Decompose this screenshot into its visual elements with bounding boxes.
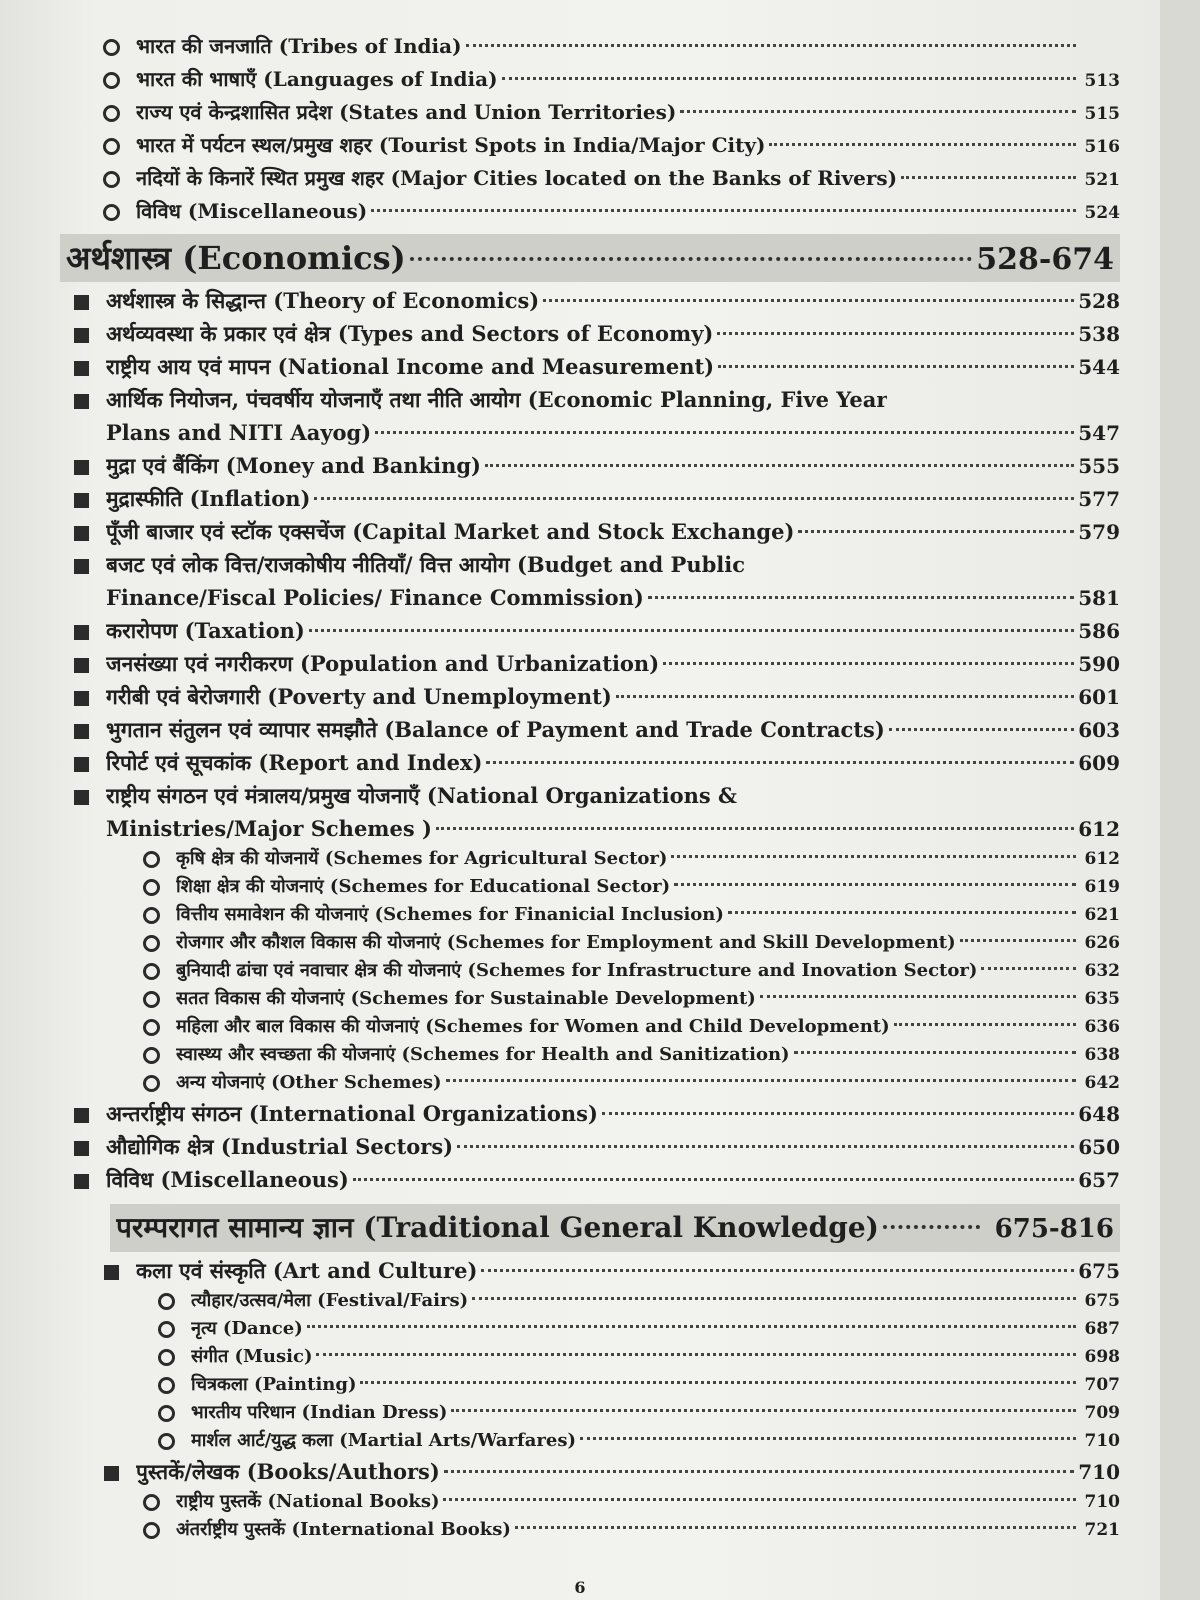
toc-subitem (60, 929, 1120, 957)
circle-bullet-icon (155, 1343, 177, 1371)
toc-page-number: 513 (1084, 71, 1120, 91)
toc-page-number: 515 (1084, 104, 1120, 124)
toc-page-number: 710 (1084, 1431, 1120, 1451)
toc-subitem (60, 1041, 1120, 1069)
dot-leader (502, 77, 1076, 80)
toc-subitem-title: नृत्य (Dance) (191, 1318, 303, 1339)
toc-page-number: 638 (1084, 1045, 1120, 1065)
toc-subitem (60, 129, 1120, 162)
toc-item-title: मुद्रास्फीति (Inflation) (106, 486, 311, 511)
toc-page-number: 687 (1084, 1319, 1120, 1339)
square-bullet-icon (70, 746, 92, 779)
toc-item-title: अर्थव्यवस्था के प्रकार एवं क्षेत्र (Types and Sectors of Economy) (106, 321, 714, 346)
toc-subitem (60, 957, 1120, 985)
circle-bullet-icon (140, 845, 162, 873)
toc-subitem-title: कृषि क्षेत्र की योजनायें (Schemes for Agricultural Sector) (176, 848, 668, 869)
toc-item (60, 515, 1120, 548)
toc-subitem-title: अन्य योजनाएं (Other Schemes) (176, 1072, 442, 1093)
toc-page-number: 603 (1078, 718, 1120, 742)
toc-page-number: 528 (1078, 289, 1120, 313)
circle-bullet-icon (140, 985, 162, 1013)
circle-bullet-icon (155, 1371, 177, 1399)
circle-bullet-icon (140, 1516, 162, 1544)
toc-page-number: 636 (1084, 1017, 1120, 1037)
dot-leader (410, 257, 972, 261)
dot-leader (444, 1470, 1074, 1473)
toc-page-number: 642 (1084, 1073, 1120, 1093)
dot-leader (883, 1225, 980, 1229)
toc-page-number: 577 (1078, 487, 1120, 511)
toc-subitem-title: सतत विकास की योजनाएं (Schemes for Sustainable Development) (176, 988, 756, 1009)
toc-subitem-title: वित्तीय समावेशन की योजनाएं (Schemes for Finanicial Inclusion) (176, 904, 724, 925)
toc-subitem (60, 1516, 1120, 1544)
toc-subitem-title: भारतीय परिधान (Indian Dress) (191, 1402, 448, 1423)
dot-leader (481, 1269, 1074, 1272)
toc-page-number: 710 (1078, 1460, 1120, 1484)
circle-bullet-icon (155, 1427, 177, 1455)
toc-item (60, 1163, 1120, 1196)
dot-leader (307, 1325, 1076, 1328)
toc-subitem-title: चित्रकला (Painting) (191, 1374, 357, 1395)
toc-page-number: 635 (1084, 989, 1120, 1009)
toc-item (60, 548, 1120, 581)
section-title: अर्थशास्त्र (Economics) (66, 239, 406, 277)
circle-bullet-icon (140, 1488, 162, 1516)
circle-bullet-icon (100, 30, 122, 63)
circle-bullet-icon (140, 1069, 162, 1097)
toc-subitem (60, 195, 1120, 228)
toc-item-title: राष्ट्रीय आय एवं मापन (National Income and Measurement) (106, 354, 715, 379)
toc-item (60, 746, 1120, 779)
toc-item (60, 482, 1120, 515)
square-bullet-icon (70, 713, 92, 746)
toc-page-number: 710 (1084, 1492, 1120, 1512)
toc-page-number: 619 (1084, 877, 1120, 897)
toc-page-number: 612 (1078, 817, 1120, 841)
dot-leader (515, 1526, 1076, 1529)
toc-page-number: 657 (1078, 1168, 1120, 1192)
toc-subitem (60, 1013, 1120, 1041)
toc-item-title: कला एवं संस्कृति (Art and Culture) (136, 1258, 478, 1283)
circle-bullet-icon (140, 929, 162, 957)
toc-item-title: गरीबी एवं बेरोजगारी (Poverty and Unemployment) (106, 684, 612, 709)
dot-leader (314, 497, 1074, 500)
toc-item-title: Finance/Fiscal Policies/ Finance Commission) (106, 585, 644, 610)
toc-item (60, 1130, 1120, 1163)
dot-leader (901, 176, 1076, 179)
dot-leader (728, 911, 1076, 914)
toc-page-number: 626 (1084, 933, 1120, 953)
toc-item (60, 383, 1120, 416)
dot-leader (769, 143, 1076, 146)
toc-subitem-title: राज्य एवं केन्द्रशासित प्रदेश (States and Union Territories) (136, 100, 677, 124)
dot-leader (451, 1409, 1076, 1412)
section-page-range: 528-674 (976, 242, 1114, 277)
square-bullet-icon (70, 1130, 92, 1163)
toc-page-number: 721 (1084, 1520, 1120, 1540)
square-bullet-icon (70, 482, 92, 515)
toc-item-title: भुगतान संतुलन एवं व्यापार समझौते (Balance of Payment and Trade Contracts) (106, 717, 885, 742)
toc-page-number: 524 (1084, 203, 1120, 223)
dot-leader (543, 299, 1074, 302)
square-bullet-icon (70, 1097, 92, 1130)
circle-bullet-icon (140, 1041, 162, 1069)
toc-subitem-title: मार्शल आर्ट/युद्ध कला (Martial Arts/Warfares) (191, 1430, 576, 1451)
toc-subitem (60, 63, 1120, 96)
toc-item (60, 713, 1120, 746)
dot-leader (466, 44, 1076, 47)
dot-leader (353, 1178, 1074, 1181)
toc-page-number: 516 (1084, 137, 1120, 157)
toc-subitem (60, 1343, 1120, 1371)
toc-subitem (60, 901, 1120, 929)
toc-page-number: 698 (1084, 1347, 1120, 1367)
square-bullet-icon (70, 449, 92, 482)
toc-page-number: 675 (1084, 1291, 1120, 1311)
toc-subitem (60, 845, 1120, 873)
section-page-range: 675-816 (994, 1214, 1114, 1244)
dot-leader (472, 1297, 1076, 1300)
dot-leader (485, 464, 1074, 467)
circle-bullet-icon (155, 1315, 177, 1343)
toc-subitem (60, 985, 1120, 1013)
dot-leader (580, 1437, 1076, 1440)
toc-subitem-title: महिला और बाल विकास की योजनाएं (Schemes for Women and Child Development) (176, 1016, 890, 1037)
toc-page-number: 555 (1078, 454, 1120, 478)
square-bullet-icon (70, 647, 92, 680)
toc-subitem (60, 1371, 1120, 1399)
toc-subitem-title: त्यौहार/उत्सव/मेला (Festival/Fairs) (191, 1290, 469, 1311)
dot-leader (760, 995, 1076, 998)
toc-item (60, 350, 1120, 383)
dot-leader (360, 1381, 1076, 1384)
toc-item-title: औद्योगिक क्षेत्र (Industrial Sectors) (106, 1134, 454, 1159)
toc-item-title: बजट एवं लोक वित्त/राजकोषीय नीतियाँ/ वित्त आयोग (Budget and Public (106, 552, 746, 577)
toc-item-title: अर्थशास्त्र के सिद्धान्त (Theory of Economics) (106, 288, 540, 313)
square-bullet-icon (70, 680, 92, 713)
toc-item (60, 1455, 1120, 1488)
toc-item-title: Plans and NITI Aayog) (106, 420, 372, 445)
circle-bullet-icon (100, 162, 122, 195)
circle-bullet-icon (100, 129, 122, 162)
toc-subitem (60, 1399, 1120, 1427)
toc-page-number: 581 (1078, 586, 1120, 610)
toc-subitem-title: भारत की जनजाति (Tribes of India) (136, 34, 462, 58)
square-bullet-icon (70, 548, 92, 581)
toc-page-number: 612 (1084, 849, 1120, 869)
dot-leader (486, 761, 1074, 764)
square-bullet-icon (70, 779, 92, 812)
toc-page-number: 538 (1078, 322, 1120, 346)
toc-subitem (60, 1287, 1120, 1315)
toc-item (60, 779, 1120, 812)
toc-subitem (60, 1488, 1120, 1516)
toc-subitem (60, 873, 1120, 901)
dot-leader (674, 883, 1076, 886)
dot-leader (648, 596, 1074, 599)
toc-item (60, 647, 1120, 680)
toc-subitem-title: बुनियादी ढांचा एवं नवाचार क्षेत्र की योजनाएं (Schemes for Infrastructure and Inovation Sector) (176, 960, 978, 981)
dot-leader (671, 855, 1076, 858)
toc-subitem (60, 1427, 1120, 1455)
toc-item-title: पुस्तकें/लेखक (Books/Authors) (136, 1459, 440, 1484)
toc-subitem (60, 162, 1120, 195)
circle-bullet-icon (140, 957, 162, 985)
dot-leader (794, 1051, 1076, 1054)
toc-page-number: 709 (1084, 1403, 1120, 1423)
toc-page-number: 632 (1084, 961, 1120, 981)
dot-leader (309, 629, 1074, 632)
toc-item (60, 1254, 1120, 1287)
toc-subitem-title: भारत की भाषाएँ (Languages of India) (136, 67, 498, 91)
dot-leader (889, 728, 1074, 731)
toc-page-number: 586 (1078, 619, 1120, 643)
toc-page-number: 544 (1078, 355, 1120, 379)
square-bullet-icon (70, 284, 92, 317)
toc-page-number: 579 (1078, 520, 1120, 544)
toc-item (60, 284, 1120, 317)
circle-bullet-icon (155, 1287, 177, 1315)
dot-leader (371, 209, 1076, 212)
square-bullet-icon (70, 383, 92, 416)
dot-leader (663, 662, 1074, 665)
toc-page-number: 648 (1078, 1102, 1120, 1126)
square-bullet-icon (70, 614, 92, 647)
toc-subitem (60, 96, 1120, 129)
toc-subitem (60, 1315, 1120, 1343)
dot-leader (798, 530, 1074, 533)
toc-page-number: 621 (1084, 905, 1120, 925)
toc-subitem (60, 30, 1120, 63)
dot-leader (446, 1079, 1076, 1082)
toc-item (60, 614, 1120, 647)
dot-leader (436, 827, 1074, 830)
toc-subitem-title: संगीत (Music) (191, 1346, 313, 1367)
toc-subitem-title: राष्ट्रीय पुस्तकें (National Books) (176, 1491, 440, 1512)
dot-leader (680, 110, 1076, 113)
toc-item-continuation (60, 812, 1120, 845)
circle-bullet-icon (100, 63, 122, 96)
toc-subitem-title: शिक्षा क्षेत्र की योजनाएं (Schemes for Educational Sector) (176, 876, 671, 897)
toc-item (60, 449, 1120, 482)
dot-leader (443, 1498, 1076, 1501)
toc-item-title: मुद्रा एवं बैंकिंग (Money and Banking) (106, 453, 481, 478)
toc-item-title: जनसंख्या एवं नगरीकरण (Population and Urbanization) (106, 651, 660, 676)
toc-item-title: अन्तर्राष्ट्रीय संगठन (International Organizations) (106, 1101, 598, 1126)
toc-subitem-title: विविध (Miscellaneous) (136, 199, 368, 223)
circle-bullet-icon (140, 873, 162, 901)
toc-item-title: रिपोर्ट एवं सूचकांक (Report and Index) (106, 750, 483, 775)
page-footer-number: 6 (574, 1578, 586, 1597)
toc-item (60, 1097, 1120, 1130)
toc-subitem-title: स्वास्थ्य और स्वच्छता की योजनाएं (Schemes for Health and Sanitization) (176, 1044, 790, 1065)
section-heading-traditional-gk (110, 1204, 1120, 1252)
circle-bullet-icon (100, 195, 122, 228)
section-heading-economics (60, 234, 1120, 282)
dot-leader (375, 431, 1074, 434)
square-bullet-icon (100, 1254, 122, 1287)
dot-leader (718, 365, 1074, 368)
toc-page-number: 707 (1084, 1375, 1120, 1395)
dot-leader (316, 1353, 1076, 1356)
toc-page-number: 601 (1078, 685, 1120, 709)
dot-leader (602, 1112, 1074, 1115)
toc-subitem-title: अंतर्राष्ट्रीय पुस्तकें (International Books) (176, 1519, 511, 1540)
toc-item (60, 680, 1120, 713)
toc-item-title: पूँजी बाजार एवं स्टॉक एक्सचेंज (Capital Market and Stock Exchange) (106, 519, 795, 544)
toc-subitem-title: नदियों के किनारें स्थित प्रमुख शहर (Major Cities located on the Banks of Rivers) (136, 166, 898, 190)
dot-leader (960, 939, 1076, 942)
dot-leader (717, 332, 1074, 335)
toc-item-continuation (60, 416, 1120, 449)
toc-page-number: 590 (1078, 652, 1120, 676)
toc-item-title: विविध (Miscellaneous) (106, 1167, 349, 1192)
toc-subitem-title: भारत में पर्यटन स्थल/प्रमुख शहर (Tourist Spots in India/Major City) (136, 133, 766, 157)
circle-bullet-icon (140, 901, 162, 929)
toc-page-number: 547 (1078, 421, 1120, 445)
toc-subitem-title: रोजगार और कौशल विकास की योजनाएं (Schemes for Employment and Skill Development) (176, 932, 956, 953)
circle-bullet-icon (155, 1399, 177, 1427)
dot-leader (894, 1023, 1076, 1026)
dot-leader (457, 1145, 1074, 1148)
toc-subitem (60, 1069, 1120, 1097)
toc-item-title: आर्थिक नियोजन, पंचवर्षीय योजनाएँ तथा नीति आयोग (Economic Planning, Five Year (106, 387, 888, 412)
circle-bullet-icon (140, 1013, 162, 1041)
toc-item-title: Ministries/Major Schemes ) (106, 816, 432, 841)
square-bullet-icon (70, 1163, 92, 1196)
toc-page-number: 609 (1078, 751, 1120, 775)
square-bullet-icon (100, 1455, 122, 1488)
toc-page-number: 521 (1084, 170, 1120, 190)
circle-bullet-icon (100, 96, 122, 129)
toc-item-continuation (60, 581, 1120, 614)
dot-leader (981, 967, 1076, 970)
toc-item-title: करारोपण (Taxation) (106, 618, 305, 643)
square-bullet-icon (70, 515, 92, 548)
dot-leader (616, 695, 1074, 698)
toc-page-number: 650 (1078, 1135, 1120, 1159)
toc-item (60, 317, 1120, 350)
toc-page-number: 675 (1078, 1259, 1120, 1283)
section-title: परम्परागत सामान्य ज्ञान (Traditional General Knowledge) (116, 1211, 879, 1244)
square-bullet-icon (70, 317, 92, 350)
square-bullet-icon (70, 350, 92, 383)
toc-item-title: राष्ट्रीय संगठन एवं मंत्रालय/प्रमुख योजनाएँ (National Organizations & (106, 783, 737, 808)
